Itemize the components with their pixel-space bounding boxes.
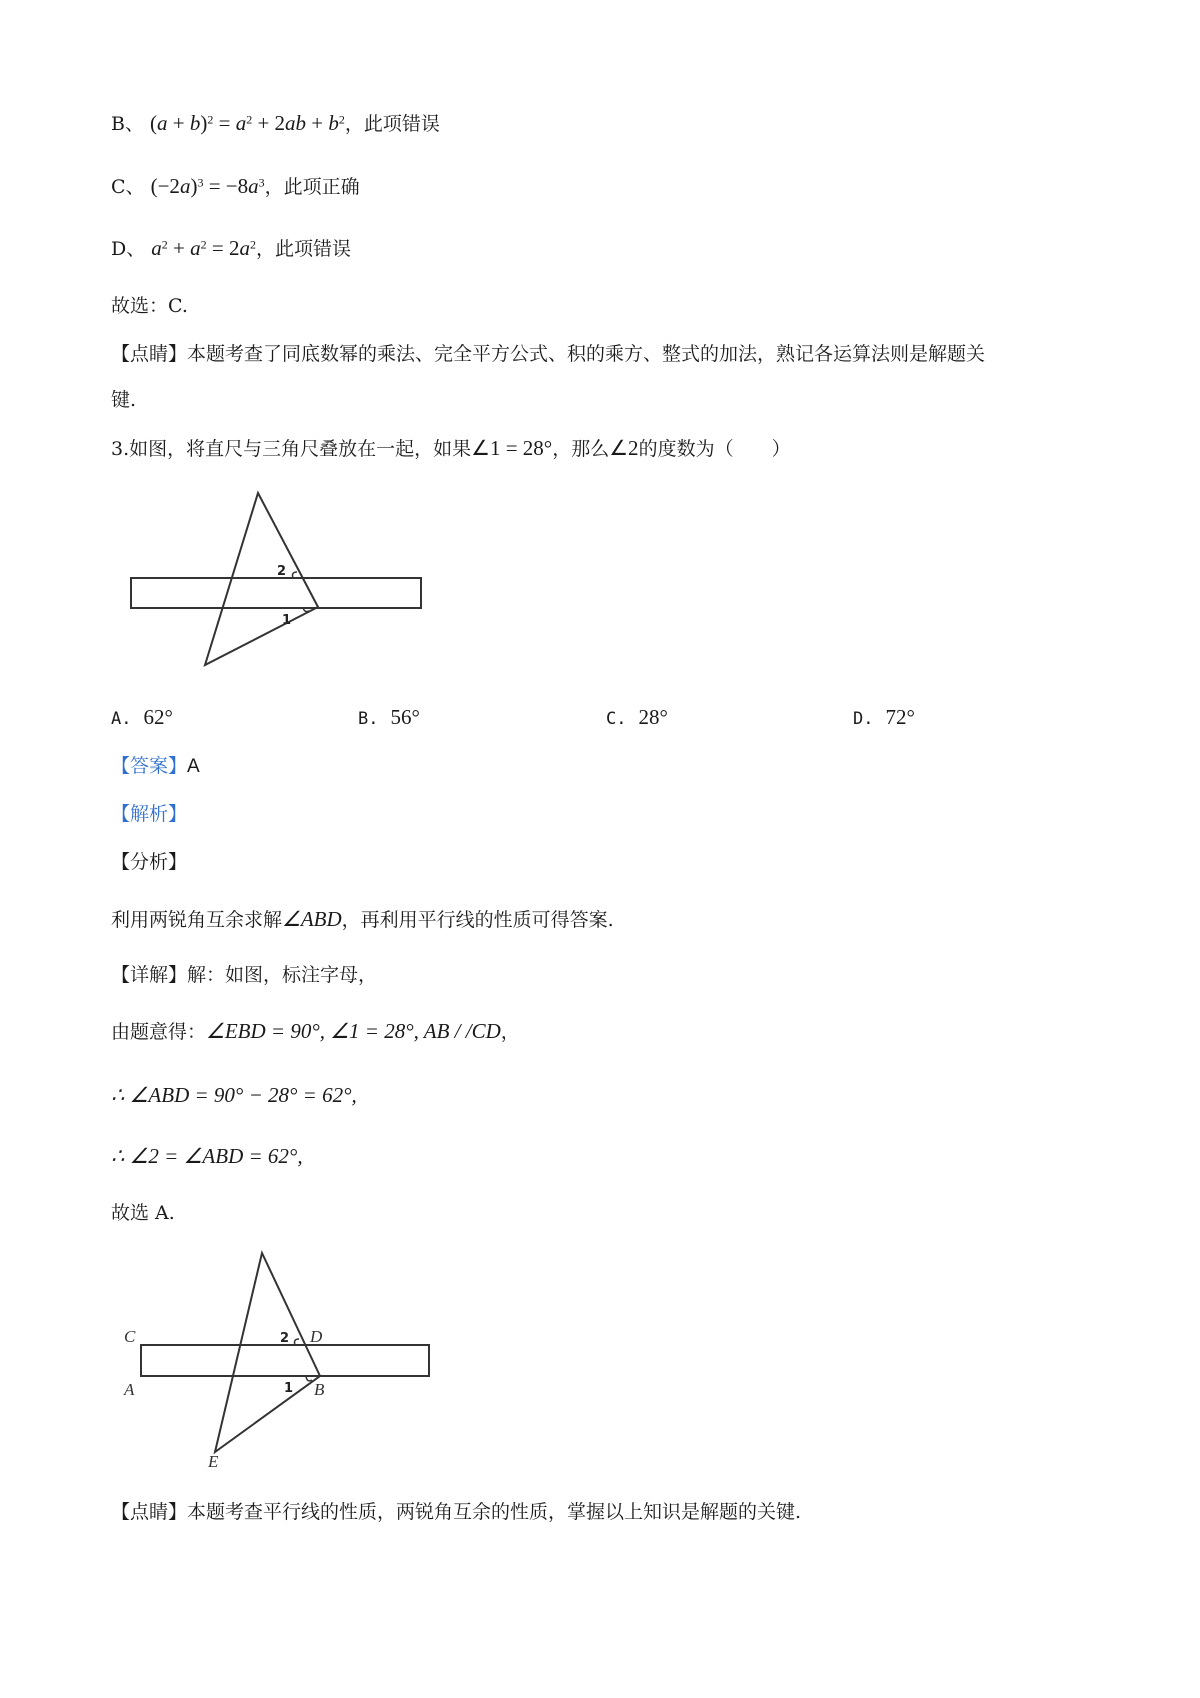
option-c-explanation: C、 $(-2a)^3 = -8a^3$，此项正确: [111, 174, 360, 198]
option-a: A. 62°: [111, 705, 173, 729]
figure-labeled: [112, 1245, 442, 1470]
angle-2-label: 2: [277, 564, 287, 579]
detail-intro: 【详解】解：如图，标注字母，: [111, 964, 378, 986]
fenxi-tag: 【分析】: [111, 851, 188, 873]
option-b: B. 56°: [358, 705, 420, 729]
option-b-explanation: B、 $(a + b)^2 = a^2 + 2ab + b^2$，此项错误: [111, 111, 440, 135]
option-d: D. 72°: [853, 705, 915, 729]
point-a-label: A: [124, 1380, 135, 1399]
point-e-label: E: [208, 1452, 219, 1470]
formula-b: $(a + b)^2 = a^2 + 2ab + b^2$: [150, 111, 345, 135]
point-b-label: B: [314, 1380, 325, 1399]
detail-choose: 故选 A.: [111, 1202, 175, 1224]
angle-1-label: 1: [284, 1381, 294, 1396]
figure-ruler-triangle: [125, 485, 435, 675]
point-d-label: D: [310, 1327, 323, 1346]
comment2: 【点睛】本题考查平行线的性质，两锐角互余的性质，掌握以上知识是解题的关键.: [111, 1501, 802, 1523]
question-3: 3.如图，将直尺与三角尺叠放在一起，如果∠1 = 28°，那么∠2的度数为（ ）: [111, 436, 791, 460]
point-c-label: C: [124, 1327, 136, 1346]
ruler: [141, 1345, 429, 1376]
detail-given: 由题意得：∠EBD = 90°, ∠1 = 28°, AB / /CD，: [111, 1019, 520, 1043]
formula-d: $a^2 + a^2 = 2a^2$: [151, 236, 256, 260]
answer: 【答案】A: [111, 755, 200, 777]
comment1-line1: 【点睛】本题考查了同底数幂的乘法、完全平方公式、积的乘方、整式的加法，熟记各运算法则是解题关: [111, 343, 986, 365]
fenxi-text: 利用两锐角互余求解∠ABD，再利用平行线的性质可得答案.: [111, 907, 614, 931]
analysis-tag: 【解析】: [111, 803, 188, 825]
ruler: [131, 578, 421, 608]
choose-c: 故选：C.: [111, 295, 188, 317]
detail-step2: ∴ ∠2 = ∠ABD = 62°,: [111, 1144, 303, 1168]
angle-2-label: 2: [280, 1331, 290, 1346]
detail-step1: ∴ ∠ABD = 90° − 28° = 62°,: [111, 1083, 357, 1107]
formula-c: $(-2a)^3 = -8a^3$: [150, 174, 265, 198]
comment1-line2: 键.: [111, 389, 137, 411]
option-d-explanation: D、 $a^2 + a^2 = 2a^2$，此项错误: [111, 236, 351, 260]
angle-1-label: 1: [282, 613, 292, 628]
option-c: C. 28°: [606, 705, 668, 729]
triangle: [215, 1253, 320, 1452]
